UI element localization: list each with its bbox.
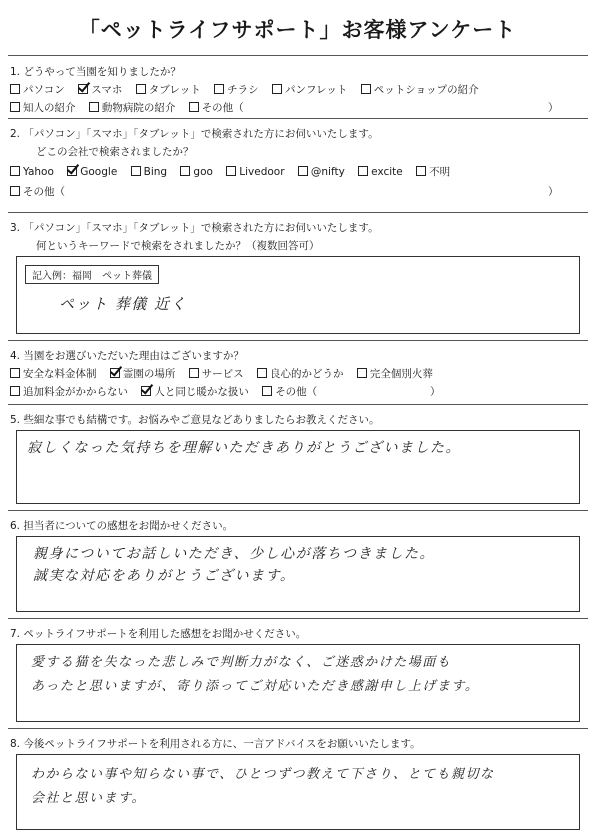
checkbox[interactable] — [136, 84, 146, 94]
question-1 — [10, 64, 585, 116]
answer-box-3[interactable] — [16, 256, 580, 334]
question-4-text: 4. 当園をお選びいただいた理由はございますか？ — [10, 350, 244, 362]
answer-box-5[interactable] — [16, 430, 580, 504]
checkbox[interactable] — [189, 368, 199, 378]
question-2-sub: どこの会社で検索されましたか？ — [36, 146, 194, 158]
question-5 — [10, 412, 585, 508]
divider — [8, 340, 588, 341]
question-2-options-row2 — [10, 184, 75, 199]
option-pamphlet[interactable]: パンフレット — [272, 82, 347, 97]
option-unknown[interactable]: 不明 — [416, 164, 450, 179]
checkbox[interactable] — [226, 166, 236, 176]
handwritten-answer-line1: 愛する猫を失なった悲しみで判断力がなく、ご迷惑かけた場面も — [31, 655, 452, 670]
answer-box-8[interactable] — [16, 754, 580, 830]
checkbox[interactable] — [416, 166, 426, 176]
handwritten-answer-line1: わからない事や知らない事で、ひとつずつ教えて下さり、とても親切な — [31, 767, 495, 782]
option-location[interactable]: 霊園の場所 — [110, 366, 176, 381]
example-label: 記入例：福岡 ペット葬儀 — [25, 265, 159, 284]
question-2-options-row1 — [10, 164, 460, 179]
option-flyer[interactable]: チラシ — [214, 82, 259, 97]
option-livedoor[interactable]: Livedoor — [226, 166, 284, 178]
checkbox[interactable] — [189, 102, 199, 112]
question-7 — [10, 626, 585, 726]
checkbox[interactable] — [257, 368, 267, 378]
option-service[interactable]: サービス — [189, 366, 244, 381]
option-goo[interactable]: goo — [180, 166, 213, 178]
checkbox-checked[interactable] — [67, 166, 77, 176]
option-conscientious[interactable]: 良心的かどうか — [257, 366, 344, 381]
option-google[interactable]: Google — [67, 166, 117, 178]
question-3 — [10, 220, 585, 338]
handwritten-answer-line2: 誠実な対応をありがとうございます。 — [33, 568, 296, 584]
checkbox-checked[interactable] — [110, 368, 120, 378]
checkbox[interactable] — [10, 368, 20, 378]
close-paren: ） — [548, 102, 559, 114]
option-bing[interactable]: Bing — [131, 166, 167, 178]
option-other[interactable]: その他（ — [189, 100, 244, 115]
checkbox[interactable] — [10, 186, 20, 196]
handwritten-answer: 寂しくなった気持ちを理解いただきありがとうございました。 — [27, 440, 461, 456]
checkbox[interactable] — [10, 84, 20, 94]
divider — [8, 118, 588, 119]
option-petshop[interactable]: ペットショップの紹介 — [361, 82, 479, 97]
option-pc[interactable]: パソコン — [10, 82, 65, 97]
answer-box-7[interactable] — [16, 644, 580, 722]
question-8-text: 8. 今後ペットライフサポートを利用される方に、一言アドバイスをお願いいたします。 — [10, 738, 421, 750]
checkbox[interactable] — [361, 84, 371, 94]
question-6-text: 6. 担当者についての感想をお聞かせください。 — [10, 520, 234, 532]
question-2 — [10, 126, 585, 208]
question-3-text: 3. 「パソコン」「スマホ」「タブレット」で検索された方にお伺いいたします。 — [10, 222, 379, 234]
checkbox[interactable] — [180, 166, 190, 176]
checkbox[interactable] — [358, 166, 368, 176]
checkbox[interactable] — [272, 84, 282, 94]
question-8 — [10, 736, 585, 832]
handwritten-answer-line2: 会社と思います。 — [31, 791, 146, 806]
question-4-options-row1 — [10, 366, 443, 381]
checkbox-checked[interactable] — [78, 84, 88, 94]
close-paren: ） — [548, 186, 559, 198]
question-4 — [10, 348, 585, 402]
question-3-sub: 何というキーワードで検索をされましたか？（複数回答可） — [36, 240, 320, 252]
question-5-text: 5. 些細な事でも結構です。お悩みやご意見などありましたらお教えください。 — [10, 414, 380, 426]
divider — [8, 212, 588, 213]
checkbox[interactable] — [89, 102, 99, 112]
option-vet[interactable]: 動物病院の紹介 — [89, 100, 176, 115]
question-1-options-row2 — [10, 100, 254, 115]
option-other[interactable]: その他（ — [10, 184, 65, 199]
option-nifty[interactable]: @nifty — [298, 166, 345, 178]
option-tablet[interactable]: タブレット — [136, 82, 201, 97]
divider — [8, 618, 588, 619]
option-other[interactable]: その他（ — [262, 384, 317, 399]
checkbox-checked[interactable] — [141, 386, 151, 396]
divider — [8, 404, 588, 405]
handwritten-answer-line2: あったと思いますが、寄り添ってご対応いただき感謝申し上げます。 — [31, 679, 480, 694]
question-2-text: 2. 「パソコン」「スマホ」「タブレット」で検索された方にお伺いいたします。 — [10, 128, 379, 140]
question-1-options-row1 — [10, 82, 489, 97]
checkbox[interactable] — [357, 368, 367, 378]
option-safe-pricing[interactable]: 安全な料金体制 — [10, 366, 97, 381]
option-smartphone[interactable]: スマホ — [78, 82, 122, 97]
option-acquaintance[interactable]: 知人の紹介 — [10, 100, 76, 115]
divider — [8, 55, 588, 56]
checkbox[interactable] — [10, 166, 20, 176]
answer-box-6[interactable] — [16, 536, 580, 612]
checkbox[interactable] — [262, 386, 272, 396]
divider — [8, 728, 588, 729]
option-warm-treatment[interactable]: 人と同じ暖かな扱い — [141, 384, 249, 399]
option-excite[interactable]: excite — [358, 166, 403, 178]
handwritten-answer: ペット 葬儀 近く — [59, 295, 188, 313]
checkbox[interactable] — [131, 166, 141, 176]
option-no-extra-fee[interactable]: 追加料金がかからない — [10, 384, 128, 399]
handwritten-answer-line1: 親身についてお話しいただき、少し心が落ちつきました。 — [33, 546, 436, 562]
question-7-text: 7. ペットライフサポートを利用した感想をお聞かせください。 — [10, 628, 307, 640]
question-1-text: 1. どうやって当園を知りましたか？ — [10, 66, 181, 78]
divider — [8, 510, 588, 511]
question-6 — [10, 518, 585, 616]
checkbox[interactable] — [214, 84, 224, 94]
checkbox[interactable] — [298, 166, 308, 176]
checkbox[interactable] — [10, 386, 20, 396]
option-individual-cremation[interactable]: 完全個別火葬 — [357, 366, 433, 381]
question-4-options-row2 — [10, 384, 327, 399]
checkbox[interactable] — [10, 102, 20, 112]
option-yahoo[interactable]: Yahoo — [10, 166, 54, 178]
close-paren: ） — [430, 386, 441, 398]
survey-title: 「ペットライフサポート」お客様アンケート — [78, 18, 517, 42]
